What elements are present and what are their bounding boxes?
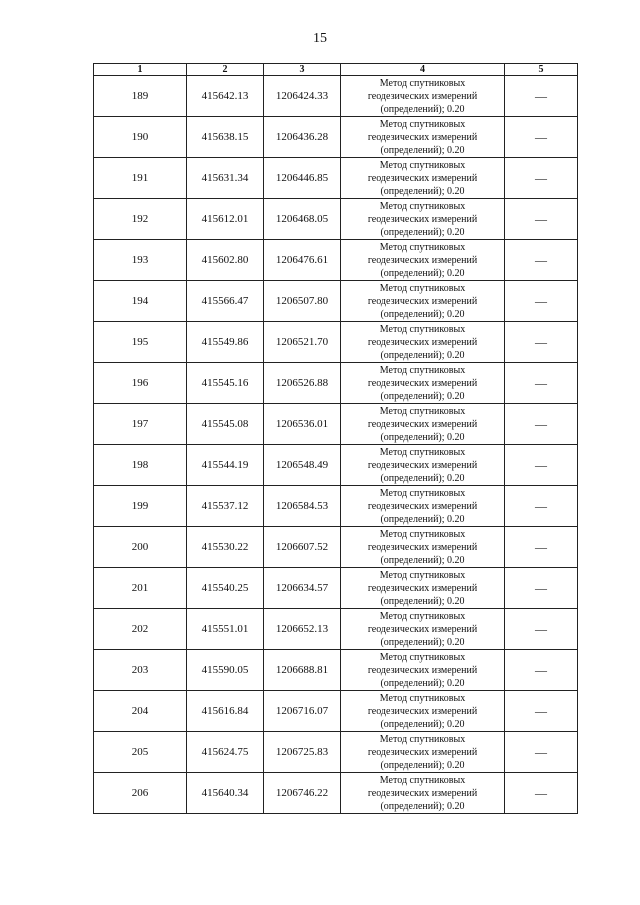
method-line-3: (определений); 0.20 <box>380 513 465 525</box>
table-row <box>94 732 578 773</box>
method-cell <box>341 404 505 445</box>
method-line-1: Метод спутниковых <box>379 733 466 745</box>
x-coordinate-cell: 415642.13 <box>187 76 264 117</box>
method-line-2: геодезических измерений <box>367 705 478 717</box>
method-line-2: геодезических измерений <box>367 582 478 594</box>
header-col-5: 5 <box>505 64 578 76</box>
x-coordinate-cell: 415544.19 <box>187 445 264 486</box>
method-line-1: Метод спутниковых <box>379 528 466 540</box>
method-line-3: (определений); 0.20 <box>380 554 465 566</box>
point-number-cell: 198 <box>94 445 187 486</box>
table-row <box>94 76 578 117</box>
method-line-3: (определений); 0.20 <box>380 390 465 402</box>
y-coordinate-cell: 1206652.13 <box>264 609 341 650</box>
x-coordinate-cell: 415540.25 <box>187 568 264 609</box>
x-coordinate-cell: 415545.16 <box>187 363 264 404</box>
method-cell <box>341 691 505 732</box>
x-coordinate-cell: 415566.47 <box>187 281 264 322</box>
x-coordinate-cell: 415549.86 <box>187 322 264 363</box>
col5-cell: — <box>505 650 578 691</box>
col5-cell: — <box>505 527 578 568</box>
method-cell <box>341 117 505 158</box>
col5-cell: — <box>505 117 578 158</box>
method-line-3: (определений); 0.20 <box>380 472 465 484</box>
method-cell <box>341 76 505 117</box>
y-coordinate-cell: 1206584.53 <box>264 486 341 527</box>
method-cell <box>341 322 505 363</box>
table-row <box>94 691 578 732</box>
method-cell <box>341 773 505 814</box>
method-line-2: геодезических измерений <box>367 131 478 143</box>
method-line-2: геодезических измерений <box>367 336 478 348</box>
y-coordinate-cell: 1206521.70 <box>264 322 341 363</box>
table-row <box>94 609 578 650</box>
y-coordinate-cell: 1206716.07 <box>264 691 341 732</box>
method-cell <box>341 609 505 650</box>
point-number-cell: 199 <box>94 486 187 527</box>
x-coordinate-cell: 415638.15 <box>187 117 264 158</box>
point-number-cell: 194 <box>94 281 187 322</box>
method-line-2: геодезических измерений <box>367 172 478 184</box>
table-header-row <box>94 64 578 76</box>
method-line-3: (определений); 0.20 <box>380 349 465 361</box>
method-line-3: (определений); 0.20 <box>380 431 465 443</box>
col5-cell: — <box>505 158 578 199</box>
table-row <box>94 281 578 322</box>
col5-cell: — <box>505 76 578 117</box>
method-line-2: геодезических измерений <box>367 541 478 553</box>
method-cell <box>341 732 505 773</box>
col5-cell: — <box>505 404 578 445</box>
y-coordinate-cell: 1206424.33 <box>264 76 341 117</box>
y-coordinate-cell: 1206607.52 <box>264 527 341 568</box>
method-line-1: Метод спутниковых <box>379 77 466 89</box>
table-row <box>94 240 578 281</box>
method-line-2: геодезических измерений <box>367 664 478 676</box>
point-number-cell: 197 <box>94 404 187 445</box>
table-row <box>94 158 578 199</box>
method-line-1: Метод спутниковых <box>379 487 466 499</box>
method-line-1: Метод спутниковых <box>379 651 466 663</box>
method-line-3: (определений); 0.20 <box>380 800 465 812</box>
col5-cell: — <box>505 240 578 281</box>
method-line-3: (определений); 0.20 <box>380 677 465 689</box>
col5-cell: — <box>505 486 578 527</box>
method-line-2: геодезических измерений <box>367 787 478 799</box>
y-coordinate-cell: 1206548.49 <box>264 445 341 486</box>
method-line-2: геодезических измерений <box>367 746 478 758</box>
table-row <box>94 404 578 445</box>
point-number-cell: 202 <box>94 609 187 650</box>
method-cell <box>341 199 505 240</box>
y-coordinate-cell: 1206507.80 <box>264 281 341 322</box>
x-coordinate-cell: 415530.22 <box>187 527 264 568</box>
point-number-cell: 189 <box>94 76 187 117</box>
table-row <box>94 773 578 814</box>
x-coordinate-cell: 415624.75 <box>187 732 264 773</box>
y-coordinate-cell: 1206536.01 <box>264 404 341 445</box>
table-row <box>94 322 578 363</box>
y-coordinate-cell: 1206725.83 <box>264 732 341 773</box>
method-cell <box>341 281 505 322</box>
method-line-2: геодезических измерений <box>367 459 478 471</box>
method-line-2: геодезических измерений <box>367 295 478 307</box>
table-row <box>94 445 578 486</box>
col5-cell: — <box>505 445 578 486</box>
x-coordinate-cell: 415616.84 <box>187 691 264 732</box>
header-col-3: 3 <box>264 64 341 76</box>
y-coordinate-cell: 1206634.57 <box>264 568 341 609</box>
table-row <box>94 527 578 568</box>
method-line-1: Метод спутниковых <box>379 569 466 581</box>
col5-cell: — <box>505 773 578 814</box>
method-line-1: Метод спутниковых <box>379 405 466 417</box>
y-coordinate-cell: 1206476.61 <box>264 240 341 281</box>
point-number-cell: 192 <box>94 199 187 240</box>
method-line-1: Метод спутниковых <box>379 774 466 786</box>
method-cell <box>341 363 505 404</box>
method-line-2: геодезических измерений <box>367 377 478 389</box>
x-coordinate-cell: 415537.12 <box>187 486 264 527</box>
table-row <box>94 363 578 404</box>
method-cell <box>341 486 505 527</box>
header-col-4: 4 <box>341 64 505 76</box>
point-number-cell: 196 <box>94 363 187 404</box>
method-cell <box>341 240 505 281</box>
method-line-3: (определений); 0.20 <box>380 759 465 771</box>
x-coordinate-cell: 415631.34 <box>187 158 264 199</box>
method-line-1: Метод спутниковых <box>379 159 466 171</box>
x-coordinate-cell: 415612.01 <box>187 199 264 240</box>
point-number-cell: 200 <box>94 527 187 568</box>
table-row <box>94 568 578 609</box>
point-number-cell: 191 <box>94 158 187 199</box>
point-number-cell: 193 <box>94 240 187 281</box>
y-coordinate-cell: 1206526.88 <box>264 363 341 404</box>
table-row <box>94 486 578 527</box>
point-number-cell: 190 <box>94 117 187 158</box>
method-line-2: геодезических измерений <box>367 254 478 266</box>
point-number-cell: 204 <box>94 691 187 732</box>
method-line-1: Метод спутниковых <box>379 446 466 458</box>
coordinates-table <box>93 63 578 814</box>
method-line-1: Метод спутниковых <box>379 241 466 253</box>
point-number-cell: 206 <box>94 773 187 814</box>
method-line-2: геодезических измерений <box>367 418 478 430</box>
x-coordinate-cell: 415640.34 <box>187 773 264 814</box>
table-row <box>94 117 578 158</box>
method-line-3: (определений); 0.20 <box>380 636 465 648</box>
x-coordinate-cell: 415590.05 <box>187 650 264 691</box>
method-line-1: Метод спутниковых <box>379 118 466 130</box>
col5-cell: — <box>505 691 578 732</box>
col5-cell: — <box>505 363 578 404</box>
method-line-3: (определений); 0.20 <box>380 185 465 197</box>
method-line-2: геодезических измерений <box>367 500 478 512</box>
x-coordinate-cell: 415545.08 <box>187 404 264 445</box>
point-number-cell: 205 <box>94 732 187 773</box>
method-line-1: Метод спутниковых <box>379 323 466 335</box>
method-line-1: Метод спутниковых <box>379 692 466 704</box>
method-line-3: (определений); 0.20 <box>380 103 465 115</box>
table-row <box>94 199 578 240</box>
header-col-2: 2 <box>187 64 264 76</box>
method-line-1: Метод спутниковых <box>379 200 466 212</box>
col5-cell: — <box>505 609 578 650</box>
y-coordinate-cell: 1206746.22 <box>264 773 341 814</box>
col5-cell: — <box>505 732 578 773</box>
method-line-2: геодезических измерений <box>367 623 478 635</box>
method-cell <box>341 568 505 609</box>
page-number: 15 <box>313 31 327 46</box>
method-line-3: (определений); 0.20 <box>380 267 465 279</box>
x-coordinate-cell: 415551.01 <box>187 609 264 650</box>
col5-cell: — <box>505 281 578 322</box>
method-line-1: Метод спутниковых <box>379 364 466 376</box>
method-cell <box>341 445 505 486</box>
method-line-2: геодезических измерений <box>367 90 478 102</box>
point-number-cell: 195 <box>94 322 187 363</box>
header-col-1: 1 <box>94 64 187 76</box>
method-line-3: (определений); 0.20 <box>380 226 465 238</box>
col5-cell: — <box>505 322 578 363</box>
table-body <box>94 76 578 814</box>
method-cell <box>341 158 505 199</box>
method-line-3: (определений); 0.20 <box>380 718 465 730</box>
method-cell <box>341 527 505 568</box>
y-coordinate-cell: 1206468.05 <box>264 199 341 240</box>
method-line-3: (определений); 0.20 <box>380 144 465 156</box>
method-line-3: (определений); 0.20 <box>380 308 465 320</box>
col5-cell: — <box>505 568 578 609</box>
method-cell <box>341 650 505 691</box>
y-coordinate-cell: 1206436.28 <box>264 117 341 158</box>
y-coordinate-cell: 1206446.85 <box>264 158 341 199</box>
method-line-1: Метод спутниковых <box>379 282 466 294</box>
y-coordinate-cell: 1206688.81 <box>264 650 341 691</box>
method-line-1: Метод спутниковых <box>379 610 466 622</box>
point-number-cell: 201 <box>94 568 187 609</box>
x-coordinate-cell: 415602.80 <box>187 240 264 281</box>
col5-cell: — <box>505 199 578 240</box>
method-line-2: геодезических измерений <box>367 213 478 225</box>
point-number-cell: 203 <box>94 650 187 691</box>
table-row <box>94 650 578 691</box>
method-line-3: (определений); 0.20 <box>380 595 465 607</box>
